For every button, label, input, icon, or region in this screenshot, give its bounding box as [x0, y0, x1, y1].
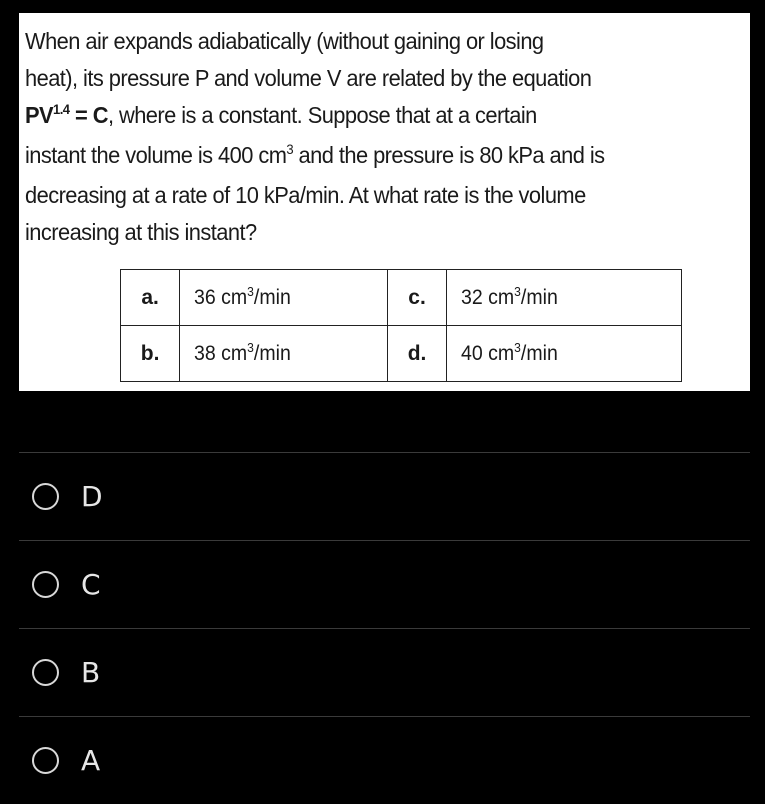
option-c-unit: /min	[521, 285, 558, 309]
question-line-1: When air expands adiabatically (without gaining or losing	[25, 28, 544, 54]
answer-choice-label: C	[81, 568, 101, 601]
option-b-value	[180, 326, 388, 382]
question-line-4-sup: 3	[286, 141, 294, 157]
answer-choice-label: A	[81, 744, 101, 777]
option-d-number: 40 cm	[461, 341, 515, 365]
answer-choice-b[interactable]	[19, 629, 750, 716]
option-c-number: 32 cm	[461, 285, 515, 309]
question-card	[19, 13, 750, 391]
option-b-sup: 3	[247, 339, 255, 355]
question-text	[25, 23, 696, 251]
option-a-unit: /min	[254, 285, 292, 309]
equation-base: PV	[25, 102, 54, 128]
radio-button-icon[interactable]	[32, 483, 59, 510]
option-d-sup: 3	[514, 339, 522, 355]
question-line-3	[25, 97, 696, 137]
question-line-4-pre: instant the volume is 400 cm	[25, 142, 287, 168]
option-b-number: 38 cm	[194, 341, 248, 365]
equation-rest: = C	[69, 102, 108, 128]
question-line-3-rest: , where is a constant. Suppose that at a certain	[107, 102, 537, 128]
radio-button-icon[interactable]	[32, 659, 59, 686]
question-line-2: heat), its pressure P and volume V are related by the equation	[25, 65, 592, 91]
question-line-5: decreasing at a rate of 10 kPa/min. At what rate is the volume	[25, 182, 586, 208]
equation-exponent: 1.4	[53, 101, 70, 117]
options-row-1	[121, 270, 682, 326]
option-a-letter: a.	[121, 270, 180, 326]
answer-choice-label: B	[81, 656, 101, 689]
option-c-letter: c.	[387, 270, 446, 326]
option-b-letter: b.	[121, 326, 180, 382]
option-d-value	[447, 326, 682, 382]
option-d-letter: d.	[387, 326, 446, 382]
answer-choice-c[interactable]	[19, 541, 750, 628]
option-c-value	[447, 270, 682, 326]
option-a-sup: 3	[247, 283, 255, 299]
option-c-sup: 3	[514, 283, 522, 299]
answer-choice-d[interactable]	[19, 453, 750, 540]
options-table	[120, 269, 682, 382]
option-b-unit: /min	[254, 341, 292, 365]
answer-choice-a[interactable]	[19, 717, 750, 804]
answer-choice-label: D	[81, 480, 103, 513]
question-line-6: increasing at this instant?	[25, 219, 257, 245]
option-a-number: 36 cm	[194, 285, 248, 309]
option-a-value	[180, 270, 388, 326]
equation	[25, 102, 108, 128]
answer-choice-list	[19, 452, 750, 804]
radio-button-icon[interactable]	[32, 571, 59, 598]
radio-button-icon[interactable]	[32, 747, 59, 774]
options-row-2	[121, 326, 682, 382]
question-line-4-post: and the pressure is 80 kPa and is	[293, 142, 605, 168]
option-d-unit: /min	[521, 341, 558, 365]
question-line-4	[25, 137, 696, 177]
